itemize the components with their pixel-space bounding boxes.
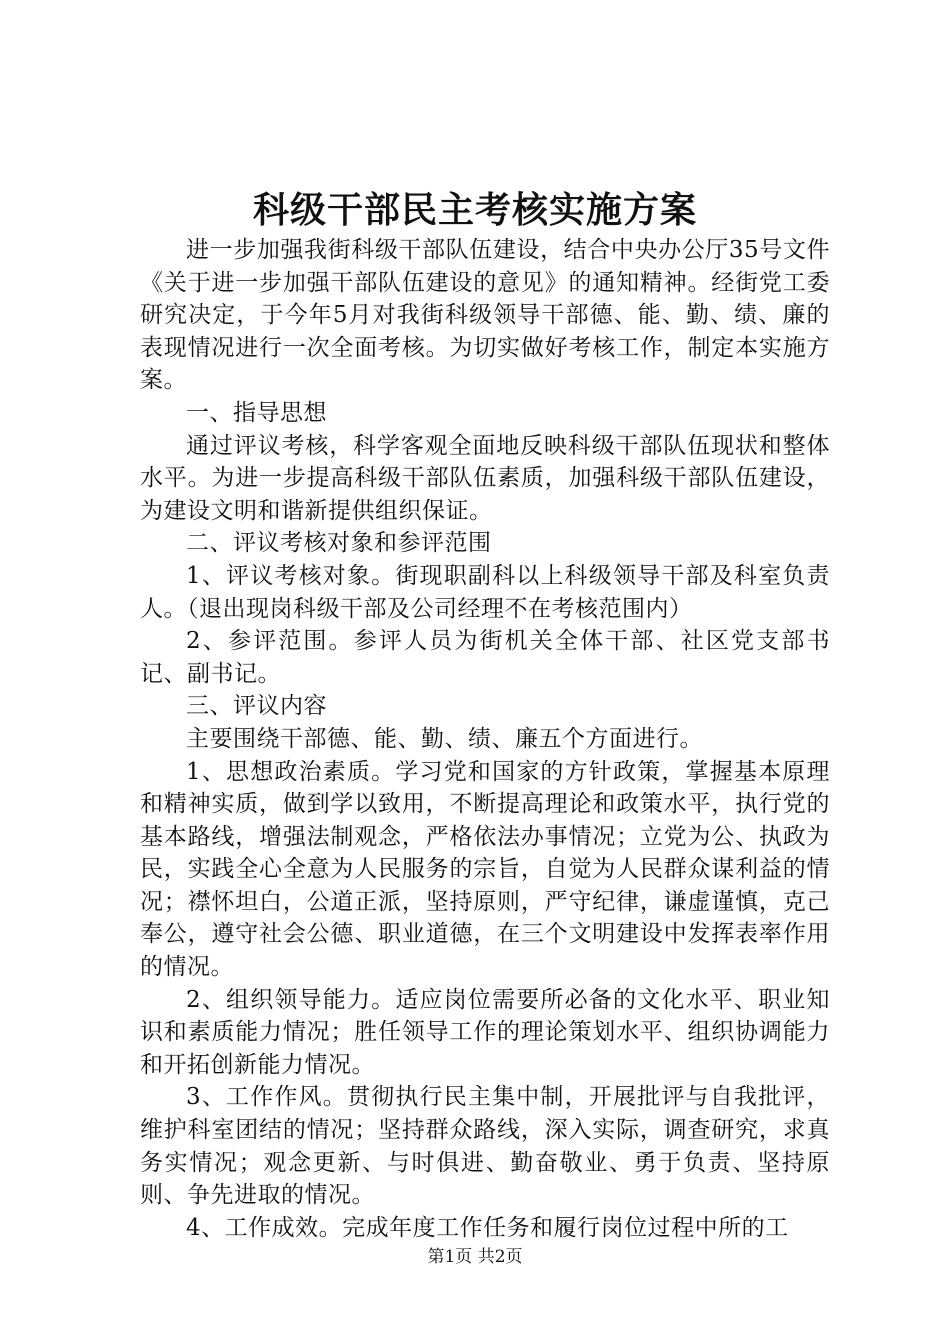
section-heading-scope: 二、评议考核对象和参评范围 [186, 530, 492, 557]
paragraph-political-quality: 1、思想政治素质。学习党和国家的方针政策，掌握基本原理和精神实质，做到学以致用，不断提高理论和政策水平，执行党的基本路线，增强法制观念，严格依法办事情况；立党为公、执政为民，实践全心全意为人民服务的宗旨，自觉为人民群众谋利益的情况；襟怀坦白，公道正派，坚持原则，严守纪律，谦虚谨慎，克己奉公，遵守社会公德、职业道德，在三个文明建设中发挥表率作用的情况。 [140, 758, 830, 981]
document-title: 科级干部民主考核实施方案 [252, 189, 697, 231]
section-heading-guiding-thought: 一、指导思想 [186, 399, 327, 426]
paragraph-guiding-thought: 通过评议考核，科学客观全面地反映科级干部队伍现状和整体水平。为进一步提高科级干部队伍素质，加强科级干部队伍建设，为建设文明和谐新提供组织保证。 [140, 432, 830, 524]
paragraph-intro: 进一步加强我街科级干部队伍建设，结合中央办公厅35号文件《关于进一步加强干部队伍建设的意见》的通知精神。经街党工委研究决定，于今年5月对我街科级领导干部德、能、勤、绩、廉的表现情况进行一次全面考核。为切实做好考核工作，制定本实施方案。 [140, 237, 830, 394]
page-number-footer: 第1页 共2页 [427, 1247, 523, 1267]
paragraph-scope-participants: 2、参评范围。参评人员为街机关全体干部、社区党支部书记、副书记。 [140, 628, 830, 687]
document-body [140, 234, 830, 1244]
paragraph-leadership-ability: 2、组织领导能力。适应岗位需要所必备的文化水平、职业知识和素质能力情况；胜任领导工作的理论策划水平、组织协调能力和开拓创新能力情况。 [140, 986, 830, 1078]
paragraph-work-style: 3、工作作风。贯彻执行民主集中制，开展批评与自我批评，维护科室团结的情况；坚持群众路线，深入实际，调查研究，求真务实情况；观念更新、与时俱进、勤奋敬业、勇于负责、坚持原则、争先进取的情况。 [140, 1084, 830, 1209]
paragraph-scope-targets: 1、评议考核对象。街现职副科以上科级领导干部及科室负责人。（退出现岗科级干部及公司经理不在考核范围内） [140, 562, 830, 622]
paragraph-content-summary: 主要围绕干部德、能、勤、绩、廉五个方面进行。 [186, 725, 703, 752]
paragraph-work-results: 4、工作成效。完成年度工作任务和履行岗位过程中所的工 [186, 1214, 789, 1241]
section-heading-content: 三、评议内容 [186, 693, 327, 720]
